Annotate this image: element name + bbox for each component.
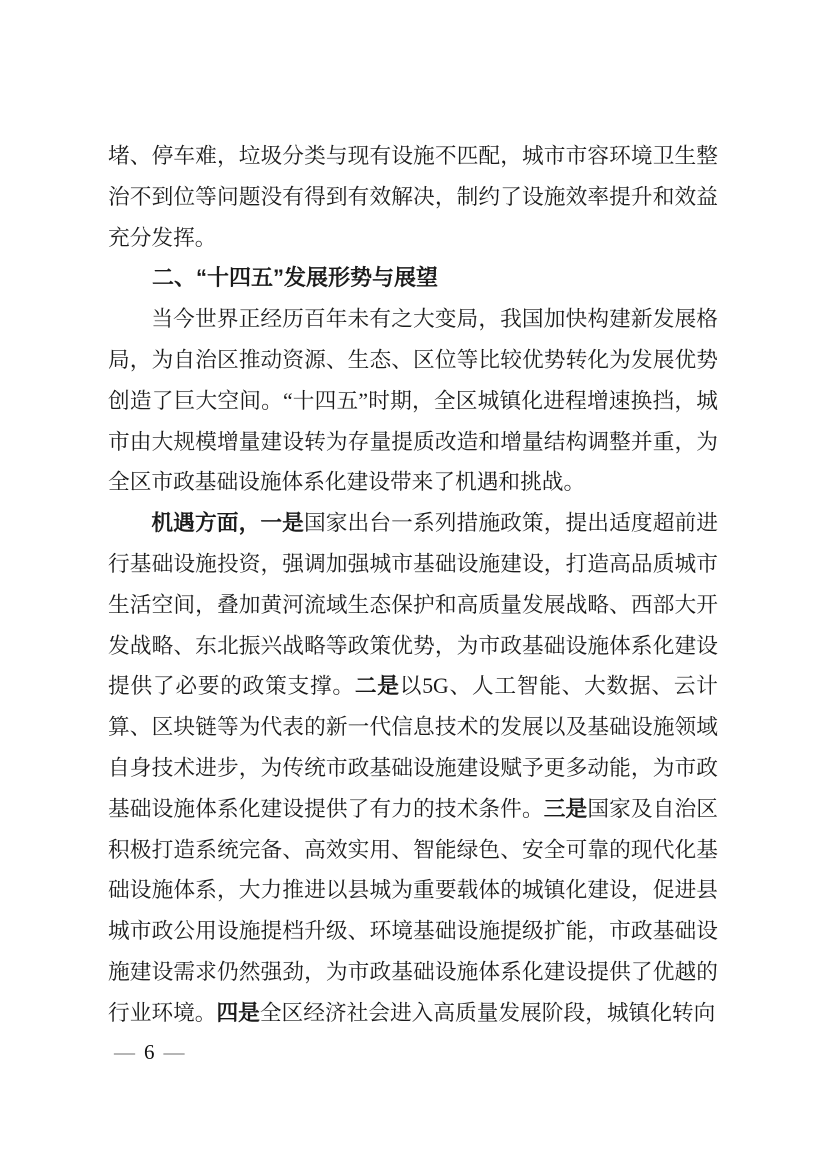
lead-phrase-bold: 机遇方面，: [151, 510, 261, 536]
point2-text: 以5G、人工智能、大数据、云计算、区块链等为代表的新一代信息技术的发展以及基础设施领域自身技术进步，为传统市政基础设施建设赋予更多动能，为市政基础设施体系化建设提供了有力的技术条件。: [108, 674, 718, 821]
document-body: [108, 136, 718, 1034]
point4-marker-bold: 四是: [216, 999, 260, 1025]
point1-marker-bold: 一是: [260, 510, 304, 536]
paragraph-overview: 当今世界正经历百年未有之大变局，我国加快构建新发展格局，为自治区推动资源、生态、区位等比较优势转化为发展优势创造了巨大空间。“十四五”时期，全区城镇化进程增速换挡，城市由大规模增量建设转为存量提质改造和增量结构调整并重，为全区市政基础设施体系化建设带来了机遇和挑战。: [108, 307, 718, 495]
page-number-dash-left: —: [114, 1040, 135, 1064]
section-heading: 二、“十四五”发展形势与展望: [152, 265, 439, 291]
point1-text: 国家出台一系列措施政策，提出适度超前进行基础设施投资，强调加强城市基础设施建设，打造高品质城市生活空间，叠加黄河流域生态保护和高质量发展战略、西部大开发战略、东北振兴战略等政策优势，为市政基础设施体系化建设提供了必要的政策支撑。: [108, 511, 718, 699]
page-number-dash-right: —: [163, 1040, 185, 1064]
point2-marker-bold: 二是: [354, 673, 400, 699]
paragraph-opportunities: [108, 503, 718, 1033]
point3-marker-bold: 三是: [543, 795, 588, 821]
point4-text: 全区经济社会进入高质量发展阶段，城镇化转向: [259, 1000, 716, 1025]
paragraph-carryover: 堵、停车难，垃圾分类与现有设施不匹配，城市市容环境卫生整治不到位等问题没有得到有效解决，制约了设施效率提升和效益充分发挥。: [108, 144, 718, 250]
page-number: [114, 1040, 185, 1064]
point3-text: 国家及自治区积极打造系统完备、高效实用、智能绿色、安全可靠的现代化基础设施体系，大力推进以县城为重要载体的城镇化建设，促进县城市政公用设施提档升级、环境基础设施提级扩能，市政基础设施建设需求仍然强劲，为市政基础设施体系化建设提供了优越的行业环境。: [108, 796, 718, 1025]
page-number-value: 6: [144, 1040, 155, 1064]
